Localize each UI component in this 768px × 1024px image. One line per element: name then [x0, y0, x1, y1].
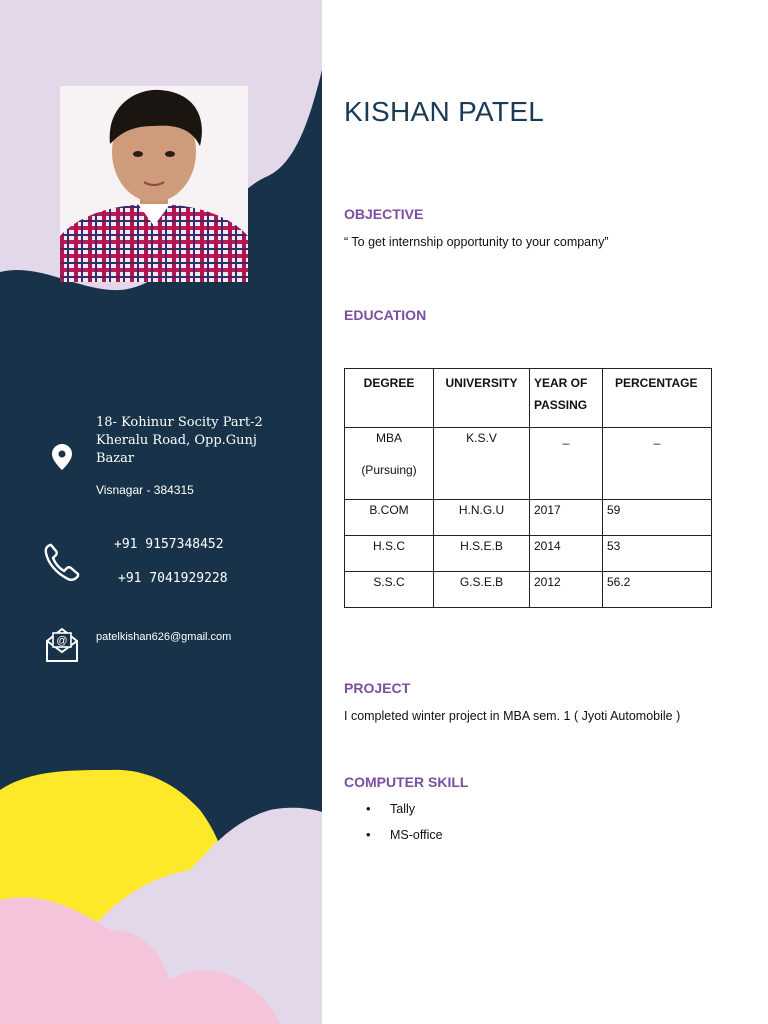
- table-row: [345, 536, 712, 572]
- degree-name: MBA: [375, 431, 402, 445]
- header-year: YEAR OF PASSING: [530, 369, 603, 428]
- objective-text: “ To get internship opportunity to your company”: [344, 235, 609, 249]
- table-row: [345, 428, 712, 500]
- candidate-name: KISHAN PATEL: [344, 96, 545, 127]
- profile-photo: [60, 86, 248, 282]
- cell-degree: H.S.C: [345, 536, 434, 572]
- address: 18- Kohinur Socity Part-2 Kheralu Road, Opp.Gunj Bazar: [96, 415, 263, 466]
- cell-degree: S.S.C: [345, 572, 434, 608]
- cell-degree: B.COM: [345, 500, 434, 536]
- email-icon: [45, 627, 79, 663]
- city-pincode: Visnagar - 384315: [96, 483, 194, 497]
- education-table: [344, 368, 712, 608]
- phone-icon: [44, 543, 80, 581]
- list-item: • MS-office: [366, 828, 443, 854]
- degree-note: (Pursuing): [361, 463, 417, 477]
- education-table-header: [345, 369, 712, 428]
- phone-number-1: +91 9157348452: [114, 537, 224, 552]
- sidebar: [0, 0, 322, 1024]
- education-heading: EDUCATION: [344, 307, 427, 323]
- cell-percentage: 56.2: [603, 572, 712, 608]
- cell-university: G.S.E.B: [434, 572, 530, 608]
- cell-year: 2017: [530, 500, 603, 536]
- cell-year: _: [530, 428, 603, 500]
- cell-year: 2014: [530, 536, 603, 572]
- cell-university: H.S.E.B: [434, 536, 530, 572]
- cell-percentage: 53: [603, 536, 712, 572]
- project-heading: PROJECT: [344, 680, 411, 696]
- table-row: [345, 572, 712, 608]
- cell-degree: [345, 428, 434, 500]
- computer-skill-heading: COMPUTER SKILL: [344, 774, 469, 790]
- cell-year: 2012: [530, 572, 603, 608]
- skills-list: [366, 802, 443, 854]
- cell-percentage: 59: [603, 500, 712, 536]
- svg-text:@: @: [56, 635, 68, 647]
- cell-university: K.S.V: [434, 428, 530, 500]
- cell-percentage: _: [603, 428, 712, 500]
- list-item: • Tally: [366, 802, 443, 828]
- header-university: UNIVERSITY: [434, 369, 530, 428]
- email-address: patelkishan626@gmail.com: [96, 631, 232, 643]
- header-degree: DEGREE: [345, 369, 434, 428]
- table-row: [345, 500, 712, 536]
- project-text: I completed winter project in MBA sem. 1 ( Jyoti Automobile ): [344, 709, 681, 723]
- phone-number-2: +91 7041929228: [118, 571, 228, 586]
- objective-heading: OBJECTIVE: [344, 206, 424, 222]
- cell-university: H.N.G.U: [434, 500, 530, 536]
- header-percentage: PERCENTAGE: [603, 369, 712, 428]
- location-pin-icon: [52, 444, 72, 470]
